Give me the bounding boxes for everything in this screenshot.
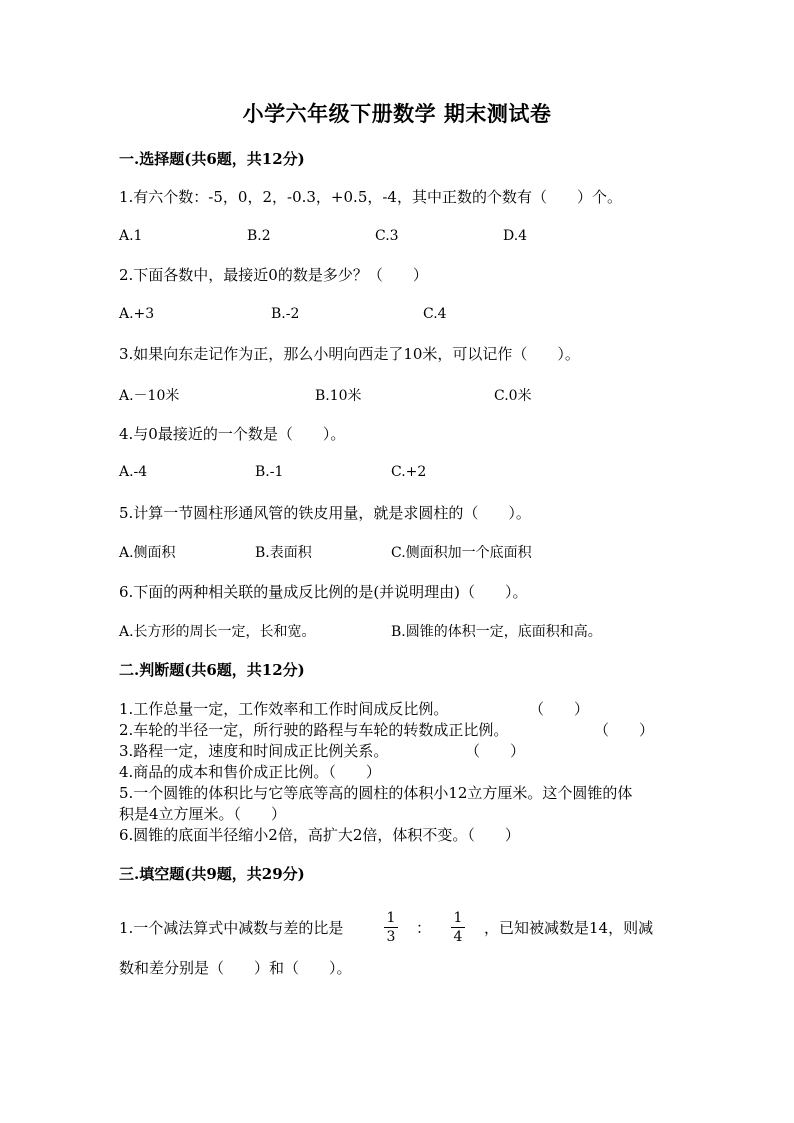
answer-paren: （ ） — [594, 721, 655, 739]
section-heading-fill-blank: 三.填空题(共9题，共29分) — [119, 865, 305, 883]
fraction-denominator: 4 — [453, 929, 463, 945]
judgement-item: 2.车轮的半径一定，所行驶的路程与车轮的转数成正比例。 — [119, 721, 509, 739]
option: A.侧面积 — [119, 545, 176, 561]
option: C.4 — [423, 306, 447, 322]
judgement-item: 5.一个圆锥的体积比与它等底等高的圆柱的体积小12立方厘米。这个圆锥的体 — [119, 784, 633, 802]
option: B.圆锥的体积一定，底面积和高。 — [391, 624, 602, 640]
fraction-one-third — [384, 910, 398, 945]
question-text: 5.计算一节圆柱形通风管的铁皮用量，就是求圆柱的（ ）。 — [119, 504, 531, 522]
page-title: 小学六年级下册数学 期末测试卷 — [242, 101, 552, 126]
question-text: 6.下面的两种相关联的量成反比例的是(并说明理由)（ ）。 — [119, 583, 528, 601]
question-text: 2.下面各数中，最接近0的数是多少？（ ） — [119, 266, 428, 284]
question-text: 1.一个减法算式中减数与差的比是 — [119, 919, 344, 937]
option: A.长方形的周长一定，长和宽。 — [119, 624, 316, 640]
answer-paren: （ ） — [529, 700, 590, 718]
option: B.表面积 — [255, 545, 312, 561]
section-heading-judgement: 二.判断题(共6题，共12分) — [119, 661, 305, 679]
question-text-suffix: ，已知被减数是14，则减 — [484, 919, 654, 937]
option: C.3 — [375, 228, 399, 244]
fraction-numerator: 1 — [386, 910, 396, 926]
question-text-continued: 数和差分别是（ ）和（ ）。 — [119, 959, 352, 977]
option: C.0米 — [494, 388, 532, 404]
answer-paren: （ ） — [465, 742, 526, 760]
option: A.+3 — [119, 306, 155, 322]
option: C.+2 — [391, 464, 427, 480]
judgement-item: 3.路程一定，速度和时间成正比例关系。 — [119, 742, 389, 760]
option: B.10米 — [315, 388, 362, 404]
fraction-denominator: 3 — [386, 929, 396, 945]
option: A.－10米 — [119, 388, 180, 404]
judgement-item: 6.圆锥的底面半径缩小2倍，高扩大2倍，体积不变。（ ） — [119, 826, 520, 844]
option: C.侧面积加一个底面积 — [391, 545, 532, 561]
question-text: 1.有六个数：-5，0，2，-0.3，+0.5，-4，其中正数的个数有（ ）个。 — [119, 188, 622, 206]
judgement-item: 1.工作总量一定，工作效率和工作时间成反比例。 — [119, 700, 449, 718]
fraction-one-fourth — [451, 910, 465, 945]
fraction-bar — [384, 927, 398, 928]
option: B.2 — [247, 228, 271, 244]
option: B.-1 — [255, 464, 284, 480]
question-text: 3.如果向东走记作为正，那么小明向西走了10米，可以记作（ ）。 — [119, 345, 580, 363]
section-heading-choice: 一.选择题(共6题，共12分) — [119, 150, 305, 168]
option: A.1 — [119, 228, 143, 244]
option: B.-2 — [271, 306, 300, 322]
option: D.4 — [503, 228, 528, 244]
question-text: 4.与0最接近的一个数是（ ）。 — [119, 425, 346, 443]
judgement-item-continued: 积是4立方厘米。（ ） — [119, 805, 287, 823]
fraction-bar — [451, 927, 465, 928]
judgement-item: 4.商品的成本和售价成正比例。（ ） — [119, 763, 381, 781]
ratio-colon: ： — [416, 919, 432, 937]
fraction-numerator: 1 — [453, 910, 463, 926]
option: A.-4 — [119, 464, 148, 480]
